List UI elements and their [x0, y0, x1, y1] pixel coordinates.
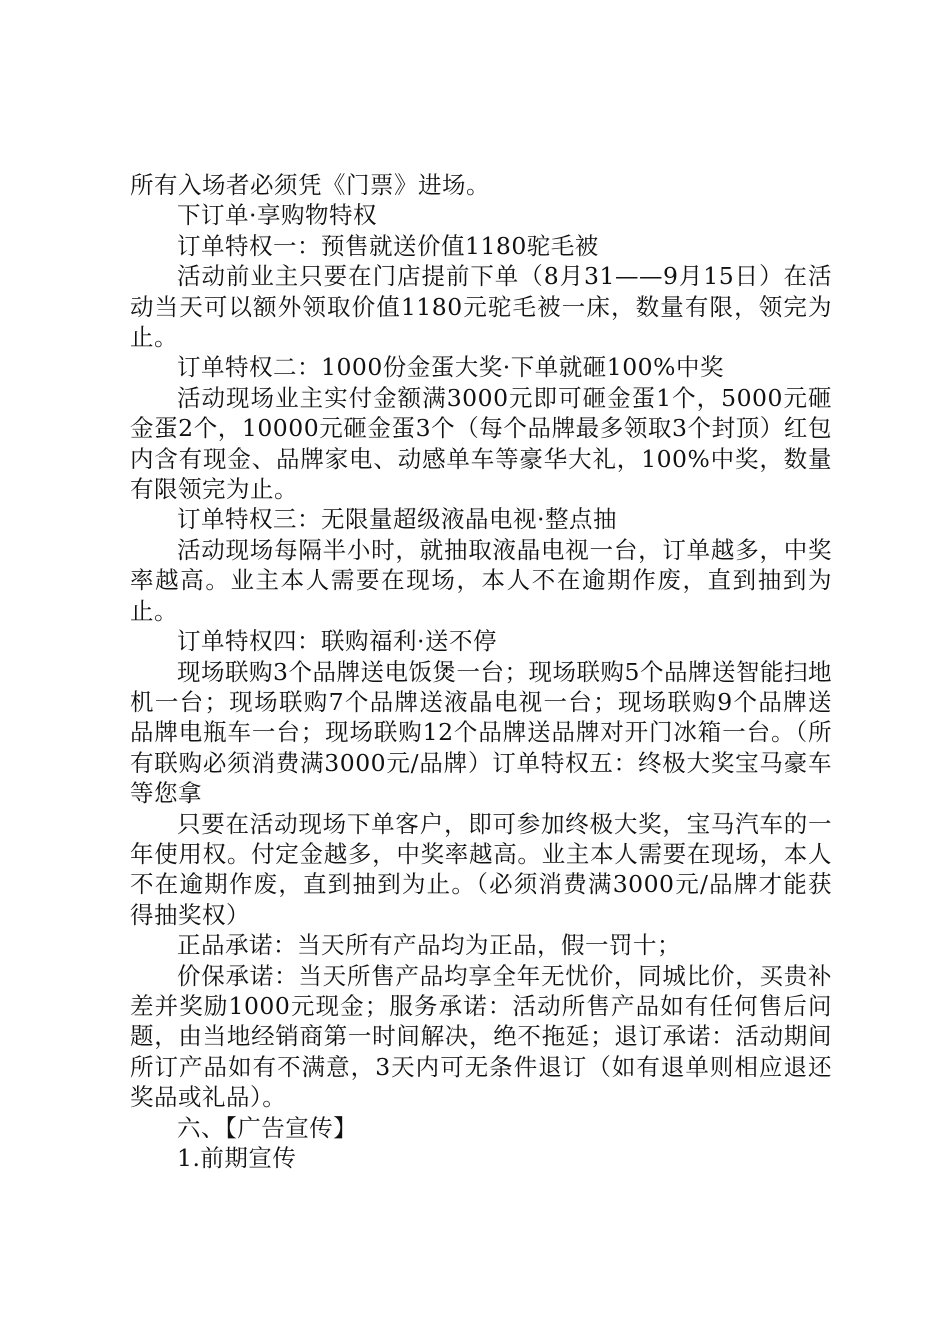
paragraph-genuine-promise: 正品承诺：当天所有产品均为正品，假一罚十； [177, 931, 681, 960]
heading-early-promotion: 1.前期宣传 [177, 1144, 297, 1172]
paragraph-privilege-three: 活动现场每隔半小时，就抽取液晶电视一台，订单越多，中奖率越高。业主本人需要在现场，本人不在逾期作废，直到抽到为止。 [130, 535, 832, 625]
heading-order-privileges: 下订单·享购物特权 [177, 201, 377, 230]
paragraph-privilege-five: 只要在活动现场下单客户，即可参加终极大奖，宝马汽车的一年使用权。付定金越多，中奖率越高。业主本人需要在现场，本人不在逾期作废，直到抽到为止。（必须消费满3000元/品牌才能获得抽奖权） [130, 809, 832, 929]
heading-section-six: 六、【广告宣传】 [177, 1113, 358, 1142]
paragraph-privilege-two: 活动现场业主实付金额满3000元即可砸金蛋1个，5000元砸金蛋2个，10000元砸金蛋3个（每个品牌最多领取3个封顶）红包内含有现金、品牌家电、动感单车等豪华大礼，100%中奖，数量有限领完为止。 [130, 383, 832, 504]
paragraph-entry-notice: 所有入场者必须凭《门票》进场。 [130, 171, 490, 199]
document-page [130, 170, 832, 1173]
heading-privilege-two: 订单特权二：1000份金蛋大奖·下单就砸100%中奖 [177, 353, 724, 382]
heading-privilege-one: 订单特权一：预售就送价值1180驼毛被 [177, 231, 599, 260]
paragraph-privilege-one: 活动前业主只要在门店提前下单（8月31——9月15日）在活动当天可以额外领取价值1180元驼毛被一床，数量有限，领完为止。 [130, 262, 832, 352]
heading-privilege-three: 订单特权三：无限量超级液晶电视·整点抽 [177, 505, 617, 534]
paragraph-price-promise: 价保承诺：当天所售产品均享全年无忧价，同城比价，买贵补差并奖励1000元现金；服务承诺：活动所售产品如有任何售后问题，由当地经销商第一时间解决，绝不拖延；退订承诺：活动期间所订产品如有不满意，3天内可无条件退订（如有退单则相应退还奖品或礼品）。 [130, 961, 832, 1112]
heading-privilege-four: 订单特权四：联购福利·送不停 [177, 627, 497, 656]
paragraph-privilege-four: 现场联购3个品牌送电饭煲一台；现场联购5个品牌送智能扫地机一台；现场联购7个品牌送液晶电视一台；现场联购9个品牌送品牌电瓶车一台；现场联购12个品牌送品牌对开门冰箱一台。（所有联购必须消费满3000元/品牌）订单特权五：终极大奖宝马豪车等您拿 [130, 657, 832, 808]
